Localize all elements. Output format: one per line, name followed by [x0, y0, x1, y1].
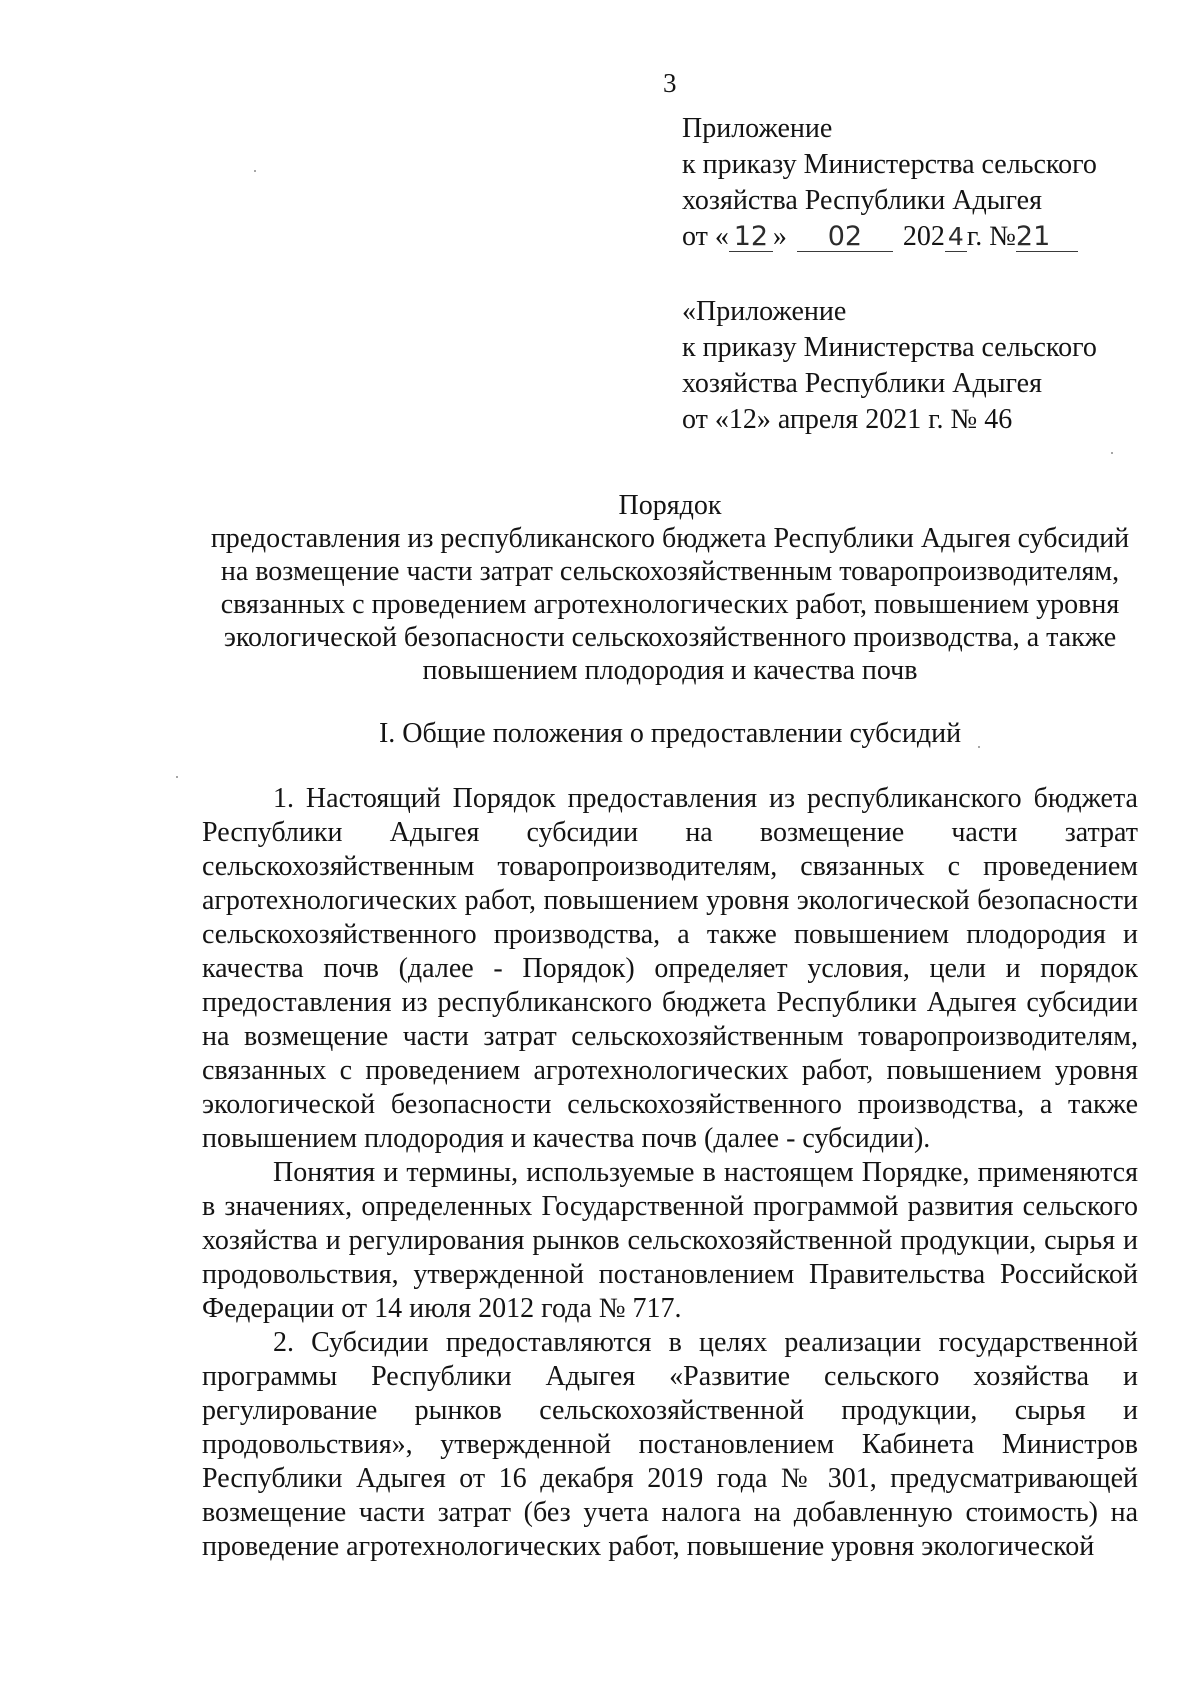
scan-speck — [1111, 452, 1113, 454]
appendix-header — [682, 111, 1097, 255]
handwritten-day: 12 — [729, 223, 773, 252]
handwritten-month: 02 — [797, 223, 893, 252]
title-line: предоставления из республиканского бюджета Республики Адыгея субсидий — [210, 523, 1130, 554]
number-prefix: г. № — [966, 221, 1016, 252]
quoted-appendix-title: «Приложение — [682, 296, 847, 327]
appendix-ministry-line: хозяйства Республики Адыгея — [682, 185, 1042, 216]
handwritten-order-number: 21 — [1016, 223, 1078, 252]
title-line: повышением плодородия и качества почв — [422, 655, 918, 686]
title-heading: Порядок — [618, 490, 722, 521]
scan-speck — [978, 746, 980, 748]
year-prefix: 202 — [902, 221, 945, 252]
paragraph-3: 2. Субсидии предоставляются в целях реализации государственной программы Республики Адыгея «Развитие сельского хозяйства и регулирование рынков сельскохозяйственной продукции, сырья и продовольствия», утвержденной постановлением Кабинета Министров Республики Адыгея от 16 декабря 2019 года № 301, предусматривающей возмещение части затрат (без учета налога на добавленную стоимость) на проведение агротехнологических работ, повышение уровня экологической — [202, 1327, 1138, 1562]
quoted-order-line: к приказу Министерства сельского — [682, 332, 1097, 363]
body-text — [202, 782, 1138, 1564]
paragraph-2: Понятия и термины, используемые в настоящем Порядке, применяются в значениях, определенных Государственной программой развития сельского хозяйства и регулирования рынков сельскохозяйственной продукции, сырья и продовольствия, утвержденной постановлением Правительства Российской Федерации от 14 июля 2012 года № 717. — [202, 1157, 1138, 1324]
title-line: связанных с проведением агротехнологических работ, повышением уровня — [220, 589, 1120, 620]
document-title — [190, 489, 1150, 687]
page-number: 3 — [663, 68, 677, 98]
date-prefix: от « — [682, 221, 729, 252]
paragraph-1: 1. Настоящий Порядок предоставления из республиканского бюджета Республики Адыгея субсидии на возмещение части затрат сельскохозяйственным товаропроизводителям, связанных с проведением агротехнологических работ, повышением уровня экологической безопасности сельскохозяйственного производства, а также повышением плодородия и качества почв (далее - Порядок) определяет условия, цели и порядок предоставления из республиканского бюджета Республики Адыгея субсидии на возмещение части затрат сельскохозяйственным товаропроизводителям, связанных с проведением агротехнологических работ, повышением уровня экологической безопасности сельскохозяйственного производства, а также повышением плодородия и качества почв (далее - субсидии). — [202, 783, 1138, 1154]
appendix-date-line — [682, 219, 1097, 255]
section-heading: I. Общие положения о предоставлении субсидий — [378, 718, 962, 749]
scan-speck — [254, 170, 256, 172]
scan-speck — [176, 776, 178, 778]
quoted-ministry-line: хозяйства Республики Адыгея — [682, 368, 1042, 399]
appendix-order-line: к приказу Министерства сельского — [682, 149, 1097, 180]
appendix-title: Приложение — [682, 113, 833, 144]
appendix-quoted-header — [682, 294, 1097, 438]
quoted-date-line: от «12» апреля 2021 г. № 46 — [682, 404, 1013, 435]
title-line: на возмещение части затрат сельскохозяйственным товаропроизводителям, — [220, 556, 1120, 587]
handwritten-year-digit: 4 — [945, 223, 967, 252]
title-line: экологической безопасности сельскохозяйственного производства, а также — [223, 622, 1117, 653]
date-day-close: » — [772, 221, 787, 252]
